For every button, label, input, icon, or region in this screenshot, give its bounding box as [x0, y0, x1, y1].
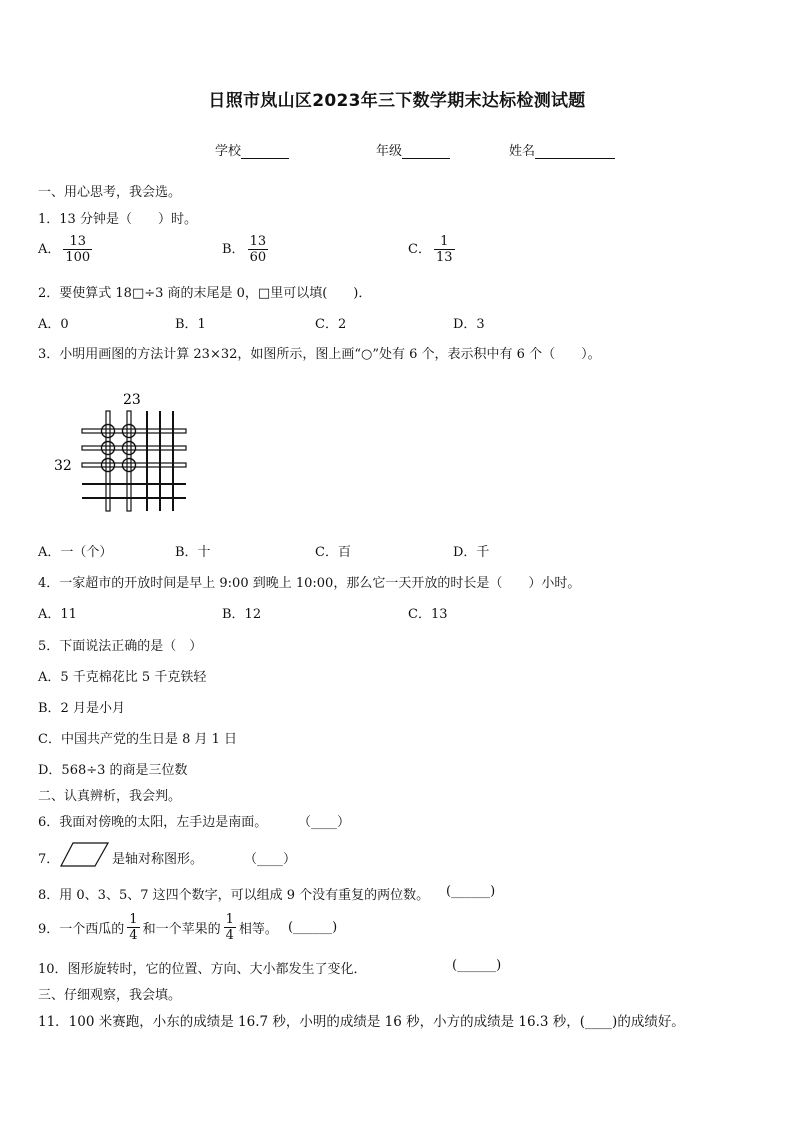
q3-option-b[interactable]: B．十 — [175, 545, 211, 560]
q1-option-b-fraction: $\frac{13}{60}$ — [249, 234, 267, 265]
name-field[interactable] — [509, 140, 615, 159]
q1-option-b[interactable] — [222, 234, 271, 265]
question-6: 6．我面对傍晚的太阳，左手边是南面。 — [38, 815, 268, 830]
question-8: 8．用 0、3、5、7 这四个数字，可以组成 9 个没有重复的两位数。 — [38, 888, 430, 903]
school-label: 学校 — [215, 144, 242, 159]
q1-option-c-fraction: $\frac{1}{13}$ — [435, 234, 453, 265]
page-title: 日照市岚山区2023年三下数学期末达标检测试题 — [208, 91, 586, 111]
question-7-prefix: 7． — [38, 852, 60, 867]
question-2: 2．要使算式 18□÷3 商的末尾是 0，□里可以填( )． — [38, 286, 372, 301]
line-multiplication-figure — [50, 385, 195, 515]
name-blank[interactable] — [535, 144, 615, 159]
grade-blank[interactable] — [402, 144, 450, 159]
q5-option-d[interactable]: D．568÷3 的商是三位数 — [38, 763, 188, 778]
q2-option-c[interactable]: C．2 — [315, 317, 347, 332]
q3-option-d[interactable]: D．千 — [453, 545, 490, 560]
section-heading-2: 二、认真辨析，我会判。 — [38, 789, 182, 804]
q9-fraction-2: $\frac{1}{4}$ — [225, 912, 234, 943]
school-field[interactable] — [215, 140, 289, 159]
q9-fraction-1: $\frac{1}{4}$ — [129, 912, 138, 943]
grade-label: 年级 — [376, 144, 403, 159]
q7-answer-blank[interactable]: （____） — [244, 852, 297, 867]
q4-option-c[interactable]: C．13 — [408, 607, 448, 622]
q9-answer-blank[interactable]: (______) — [288, 920, 338, 935]
vertical-lines — [106, 411, 173, 511]
section-heading-3: 三、仔细观察，我会填。 — [38, 988, 182, 1003]
q2-option-a[interactable]: A．0 — [38, 317, 69, 332]
name-label: 姓名 — [509, 144, 536, 159]
q9-middle: 和一个苹果的 — [142, 922, 221, 937]
question-7: 是轴对称图形。 — [112, 852, 204, 867]
q5-option-b[interactable]: B．2 月是小月 — [38, 701, 125, 716]
q1-option-a-label: A． — [38, 242, 61, 257]
question-9 — [38, 912, 278, 943]
q1-option-c[interactable] — [408, 234, 458, 265]
parallelogram-shape — [60, 841, 110, 868]
horizontal-lines — [82, 429, 186, 498]
q4-option-a[interactable]: A．11 — [38, 607, 77, 622]
question-10: 10．图形旋转时，它的位置、方向、大小都发生了变化． — [38, 962, 367, 977]
section-heading-1: 一、用心思考，我会选。 — [38, 185, 182, 200]
q1-option-c-label: C． — [408, 242, 431, 257]
grade-field[interactable] — [376, 140, 450, 159]
q1-option-a-fraction: $\frac{13}{100}$ — [65, 234, 91, 265]
figure-top-label: 23 — [123, 392, 141, 408]
question-3: 3．小明用画图的方法计算 23×32，如图所示，图上画“○”处有 6 个，表示积中有 6 个（ ）。 — [38, 347, 601, 362]
q2-option-d[interactable]: D．3 — [453, 317, 485, 332]
question-11: 11．100 米赛跑，小东的成绩是 16.7 秒，小明的成绩是 16 秒，小方的成绩是 16.3 秒，(____)的成绩好。 — [38, 1014, 685, 1030]
question-5: 5．下面说法正确的是（ ） — [38, 639, 203, 654]
q1-option-b-label: B． — [222, 242, 245, 257]
question-1: 1．13 分钟是（ ）时。 — [38, 212, 197, 227]
q2-option-b[interactable]: B．1 — [175, 317, 206, 332]
figure-left-label: 32 — [54, 458, 72, 474]
school-blank[interactable] — [241, 144, 289, 159]
q4-option-b[interactable]: B．12 — [222, 607, 262, 622]
q3-option-c[interactable]: C．百 — [315, 545, 351, 560]
q3-option-a[interactable]: A．一（个） — [38, 545, 113, 560]
q9-prefix: 9．一个西瓜的 — [38, 922, 125, 937]
question-4: 4．一家超市的开放时间是早上 9:00 到晚上 10:00，那么它一天开放的时长是（ ）小时。 — [38, 576, 581, 591]
q6-answer-blank[interactable]: （____） — [298, 815, 351, 830]
q10-answer-blank[interactable]: (______) — [452, 958, 502, 973]
q1-option-a[interactable] — [38, 234, 95, 265]
q5-option-c[interactable]: C．中国共产党的生日是 8 月 1 日 — [38, 732, 238, 747]
q5-option-a[interactable]: A．5 千克棉花比 5 千克铁轻 — [38, 670, 207, 685]
q8-answer-blank[interactable]: (______) — [446, 884, 496, 899]
q9-suffix: 相等。 — [238, 922, 278, 937]
